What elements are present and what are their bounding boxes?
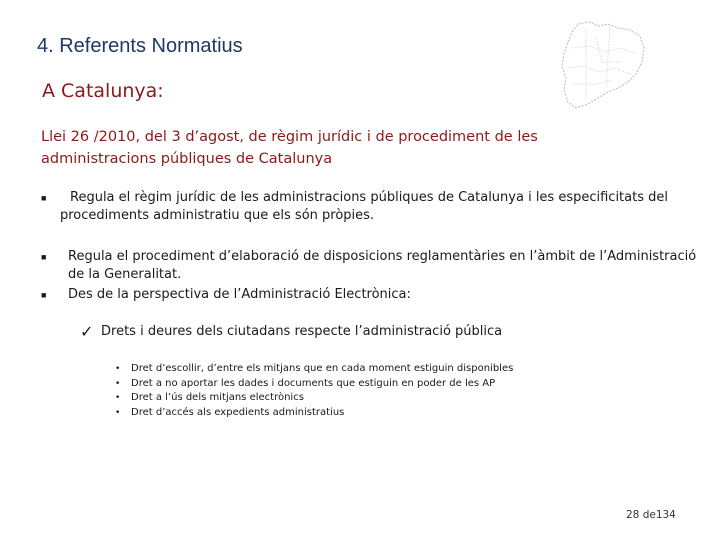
- list-item-text: Dret a no aportar les dades i documents que estiguin en poder de les AP: [131, 377, 496, 389]
- checkmark-icon: ✓: [80, 324, 94, 341]
- list-item-text: Dret d’escollir, d’entre els mitjans que en cada moment estiguin disponibles: [131, 363, 514, 374]
- page-title: 4. Referents Normatius: [37, 35, 243, 57]
- list-item: [115, 362, 513, 377]
- sub-bullet-text: Drets i deures dels ciutadans respecte l’administració pública: [101, 324, 503, 339]
- list-item-text: Dret a l’ús dels mitjans electrònics: [131, 392, 304, 403]
- bullet-dot-icon: •: [115, 378, 121, 389]
- bullet-text: Des de la perspectiva de l’Administració Electrònica:: [68, 287, 411, 302]
- bullet-dot-icon: •: [115, 393, 121, 403]
- square-bullet-icon: ■: [41, 252, 47, 262]
- rights-list: [115, 362, 513, 420]
- law-title: Llei 26 /2010, del 3 d’agost, de règim jurídic i de procediment de les administracions públiques de Catalunya: [41, 129, 538, 167]
- bullet-dot-icon: •: [115, 364, 121, 374]
- catalonia-map-icon: [556, 18, 648, 110]
- bullet-text: Regula el procediment d’elaboració de disposicions reglamentàries en l’àmbit de l’Administració de la Generalitat.: [68, 249, 697, 282]
- list-item: [115, 377, 513, 392]
- list-item: [115, 406, 513, 421]
- list-item-text: Dret d’accés als expedients administratius: [131, 406, 345, 418]
- bullet-dot-icon: •: [115, 407, 121, 418]
- section-subtitle: A Catalunya:: [42, 80, 164, 102]
- bullet-text: Regula el règim jurídic de les administracions públiques de Catalunya i les especificitats del procediments administratiu que els són pròpies.: [60, 190, 668, 223]
- square-bullet-icon: ■: [41, 290, 47, 300]
- list-item: [115, 391, 513, 406]
- square-bullet-icon: ■: [41, 193, 47, 203]
- page-number: 28 de134: [626, 509, 676, 521]
